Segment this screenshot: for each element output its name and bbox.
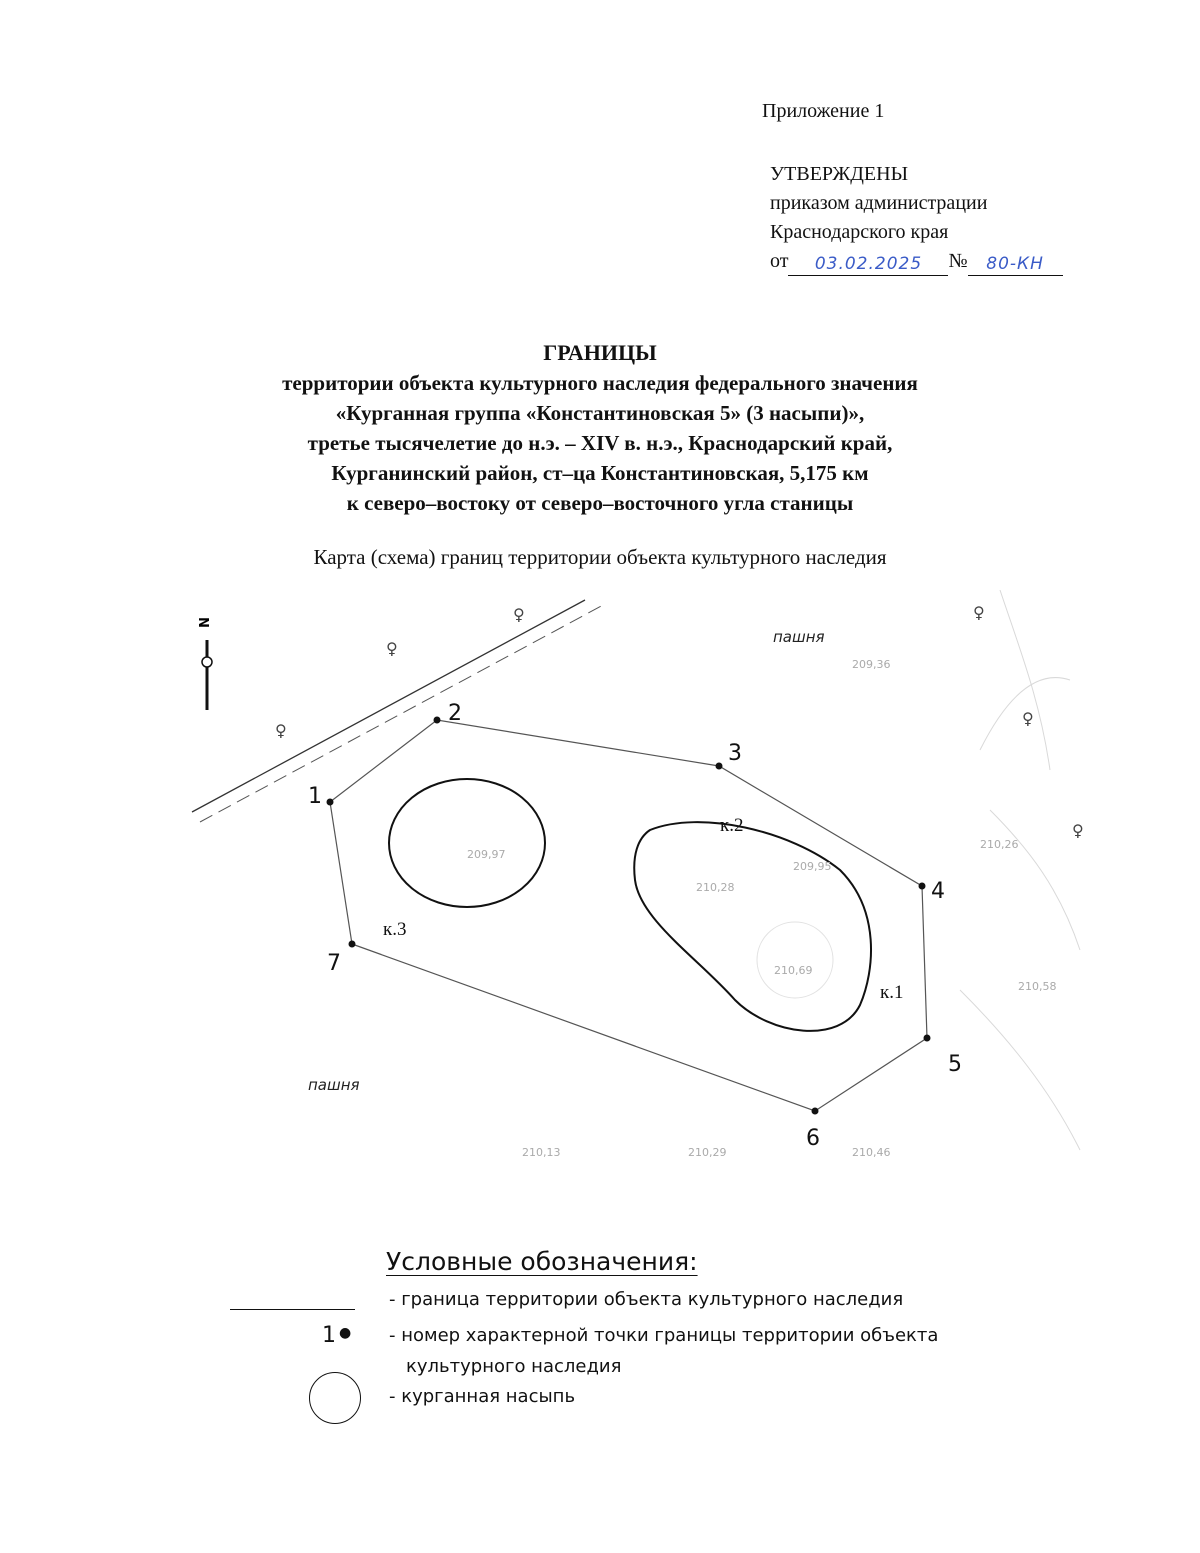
legend-item-point: - номер характерной точки границы территории объекта xyxy=(389,1325,939,1346)
field-label: пашня xyxy=(773,628,825,646)
tree-icon: ♀ xyxy=(275,721,287,740)
elevation-mark: 209,95 xyxy=(793,860,832,873)
appendix-label: Приложение 1 xyxy=(762,100,885,122)
number-prefix: № xyxy=(948,250,968,272)
point-label: 3 xyxy=(728,741,742,766)
elevation-mark: 210,58 xyxy=(1018,980,1057,993)
boundary-point-markers xyxy=(327,717,931,1115)
boundary-point xyxy=(327,799,334,806)
order-line-1: приказом администрации xyxy=(770,192,988,214)
tree-icon: ♀ xyxy=(973,603,985,622)
tree-icon: ♀ xyxy=(1022,709,1034,728)
point-label: 5 xyxy=(948,1052,962,1077)
elevation-mark: 210,26 xyxy=(980,838,1019,851)
document-title xyxy=(150,338,1050,518)
elevation-mark: 210,46 xyxy=(852,1146,891,1159)
title-line-2: «Курганная группа «Константиновская 5» (3 насыпи)», xyxy=(335,401,865,425)
elevation-mark: 210,28 xyxy=(696,881,735,894)
mound-label: к.2 xyxy=(720,815,744,836)
date-prefix: от xyxy=(770,250,789,272)
map-title: Карта (схема) границ территории объекта культурного наследия xyxy=(313,545,887,569)
mound-circle-icon xyxy=(309,1372,361,1424)
mound-label: к.3 xyxy=(383,919,407,940)
title-main: ГРАНИЦЫ xyxy=(543,340,657,365)
title-line-1: территории объекта культурного наследия федерального значения xyxy=(282,371,918,395)
point-label: 4 xyxy=(931,879,945,904)
legend-point-symbol xyxy=(322,1323,351,1348)
boundary-point xyxy=(434,717,441,724)
point-label: 2 xyxy=(448,701,462,726)
title-line-3: третье тысячелетие до н.э. – XIV в. н.э., Краснодарский край, xyxy=(307,431,893,455)
mound-label: к.1 xyxy=(880,982,904,1003)
legend-title: Условные обозначения: xyxy=(386,1247,698,1276)
boundary-map xyxy=(0,590,1200,1190)
elevation-mark: 210,69 xyxy=(774,964,813,977)
legend-item-boundary: - граница территории объекта культурного наследия xyxy=(389,1289,904,1310)
elevation-mark: 209,97 xyxy=(467,848,506,861)
approval-block xyxy=(770,160,1063,276)
road xyxy=(192,600,605,822)
legend-item-point-cont: культурного наследия xyxy=(406,1356,622,1377)
point-label: 7 xyxy=(327,951,341,976)
heritage-territory-boundary xyxy=(330,720,927,1111)
mound-labels xyxy=(383,815,903,1003)
elevation-marks xyxy=(467,658,1057,1159)
north-label: N xyxy=(195,617,210,628)
tree-icon: ♀ xyxy=(513,605,525,624)
elevation-mark: 210,13 xyxy=(522,1146,561,1159)
boundary-point xyxy=(349,941,356,948)
mound-k1-center xyxy=(757,922,833,998)
north-arrow xyxy=(195,617,212,710)
boundary-point xyxy=(812,1108,819,1115)
title-line-5: к северо–востоку от северо–восточного угла станицы xyxy=(346,491,854,515)
tree-icons xyxy=(275,603,1084,840)
legend-line-symbol xyxy=(230,1309,355,1310)
approved-label: УТВЕРЖДЕНЫ xyxy=(770,163,909,185)
tree-icon: ♀ xyxy=(1072,821,1084,840)
elevation-mark: 210,29 xyxy=(688,1146,727,1159)
point-label: 6 xyxy=(806,1126,820,1151)
title-line-4: Курганинский район, ст–ца Константиновская, 5,175 км xyxy=(331,461,869,485)
order-number: 80-КН xyxy=(986,254,1044,274)
boundary-point xyxy=(919,883,926,890)
mound-k2 xyxy=(634,822,871,1031)
mound-k3 xyxy=(389,779,545,907)
order-line-2: Краснодарского края xyxy=(770,221,949,243)
tree-icon: ♀ xyxy=(386,639,398,658)
boundary-point xyxy=(924,1035,931,1042)
background-contours xyxy=(960,590,1080,1150)
legend-item-mound: - курганная насыпь xyxy=(389,1386,576,1407)
order-date: 03.02.2025 xyxy=(814,254,923,274)
point-label: 1 xyxy=(308,784,322,809)
boundary-point xyxy=(716,763,723,770)
point-dot-icon: ● xyxy=(339,1325,352,1341)
elevation-mark: 209,36 xyxy=(852,658,891,671)
legend-point-number: 1 xyxy=(322,1323,336,1348)
order-date-line xyxy=(770,247,1063,276)
field-label: пашня xyxy=(308,1076,360,1094)
